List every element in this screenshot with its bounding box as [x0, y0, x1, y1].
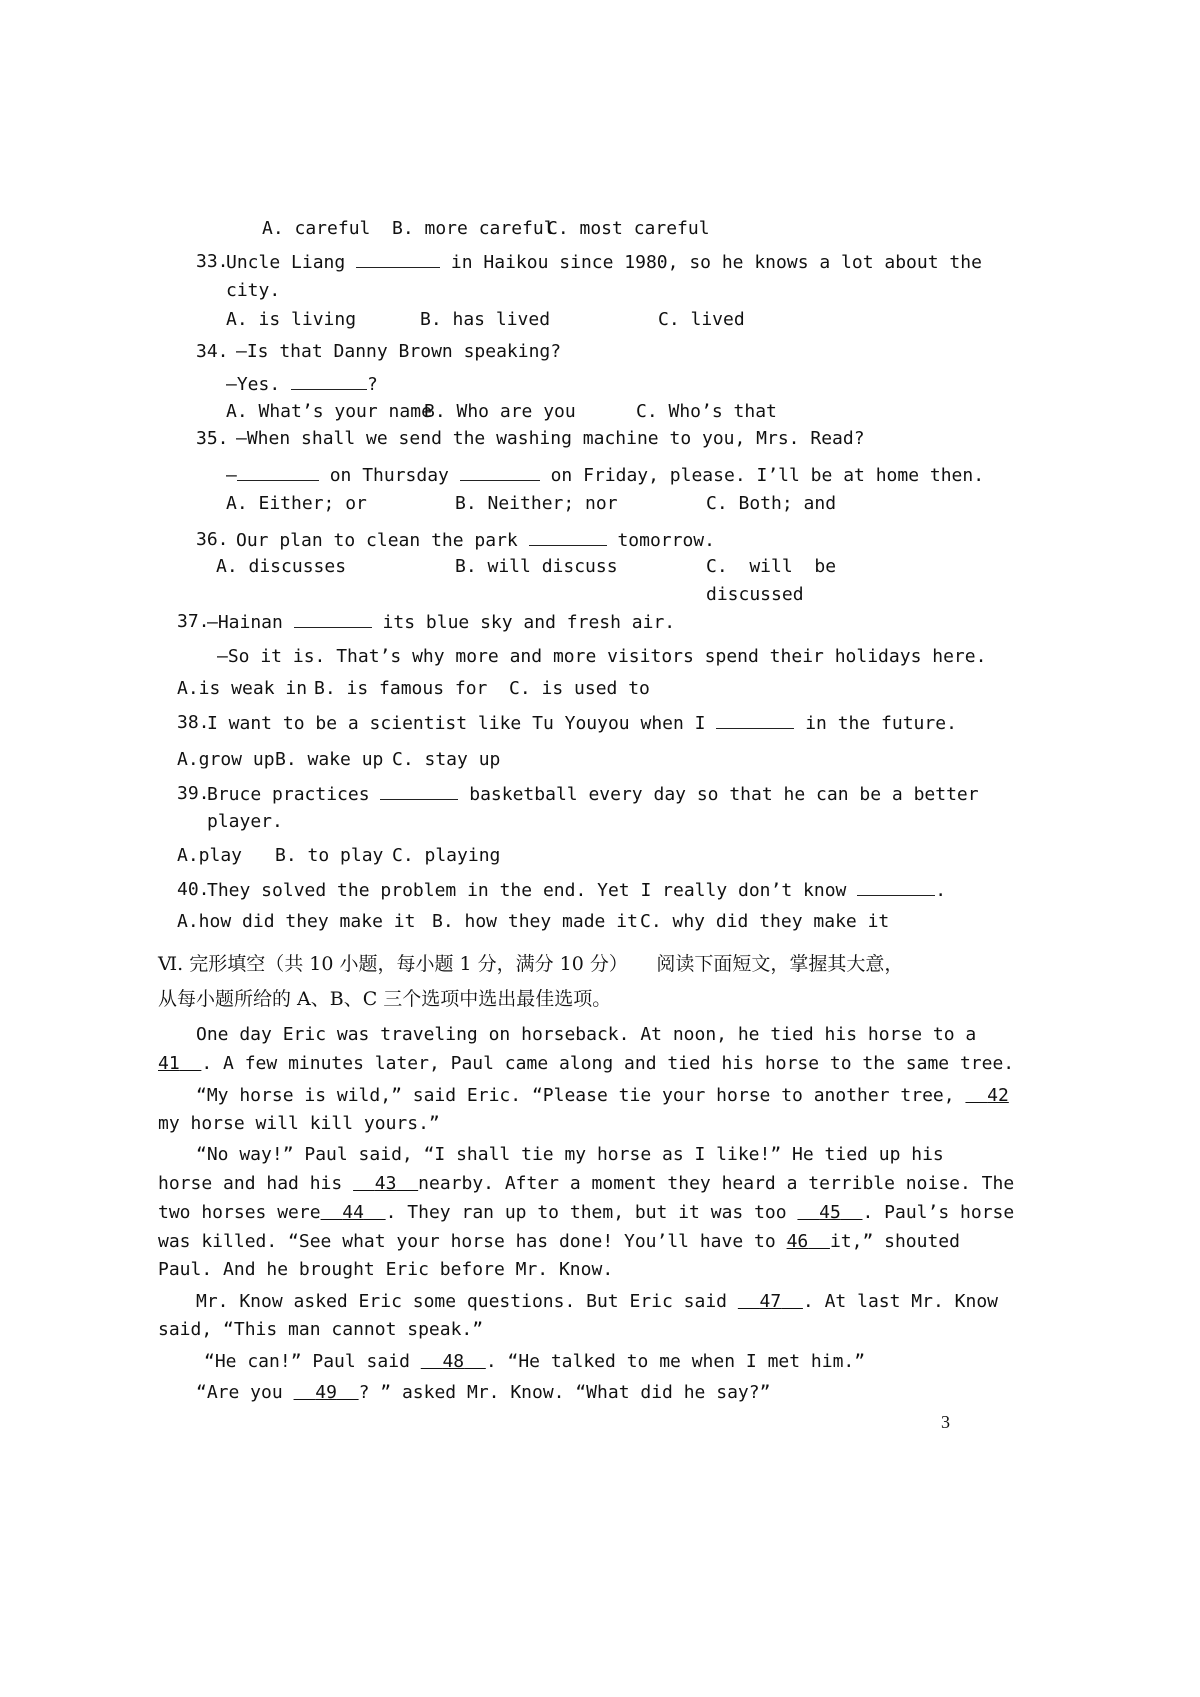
q37-line1: —Hainan its blue sky and fresh air. — [207, 612, 676, 633]
q38-stem: I want to be a scientist like Tu Youyou when I in the future. — [207, 713, 957, 734]
passage-line: was killed. “See what your horse has done! You’ll have to 46 it,” shouted — [158, 1231, 960, 1252]
q32-option-a: A. careful — [262, 218, 371, 239]
q39-option-a: A.play — [177, 845, 243, 866]
passage-line: “Are you 49 ? ” asked Mr. Know. “What did he say?” — [196, 1382, 771, 1403]
q40-option-c: C. why did they make it — [640, 911, 890, 932]
q33-stem: Uncle Liang in Haikou since 1980, so he knows a lot about the — [226, 252, 982, 273]
q36-option-c-cont: discussed — [706, 584, 804, 605]
q33-number: 33. — [196, 251, 229, 272]
blank-41: 41 — [158, 1053, 180, 1074]
passage-line: 41 . A few minutes later, Paul came along and tied his horse to the same tree. — [158, 1053, 1015, 1074]
passage-line: “No way!” Paul said, “I shall tie my horse as I like!” He tied up his — [196, 1144, 944, 1165]
q36-number: 36. — [196, 529, 229, 550]
answer-blank — [460, 464, 540, 481]
blank-45: 45 — [819, 1202, 841, 1223]
section-6-title: Ⅵ. 完形填空（共 10 小题，每小题 1 分，满分 10 分） 阅读下面短文，掌握其大意， — [158, 953, 904, 975]
q37-option-b: B. is famous for — [314, 678, 488, 699]
q33-option-b: B. has lived — [420, 309, 551, 330]
q38-option-c: C. stay up — [392, 749, 501, 770]
q38-number: 38. — [177, 712, 210, 733]
q39-number: 39. — [177, 783, 210, 804]
q36-option-c: C. will be — [706, 556, 837, 577]
answer-blank — [857, 879, 935, 896]
passage-line: “He can!” Paul said 48 . “He talked to me when I met him.” — [204, 1351, 866, 1372]
q37-line2: —So it is. That’s why more and more visitors spend their holidays here. — [217, 646, 987, 667]
passage-line: two horses were 44 . They ran up to them, but it was too 45 . Paul’s horse — [158, 1202, 1015, 1223]
answer-blank — [529, 529, 607, 546]
blank-49: 49 — [315, 1382, 337, 1403]
q38-option-b: B. wake up — [275, 749, 384, 770]
passage-line: horse and had his 43 nearby. After a moment they heard a terrible noise. The — [158, 1173, 1015, 1194]
q35-line2: — on Thursday on Friday, please. I’ll be at home then. — [226, 465, 985, 486]
passage-line: “My horse is wild,” said Eric. “Please tie your horse to another tree, 42 — [196, 1085, 1009, 1106]
section-6-instructions: 从每小题所给的 A、B、C 三个选项中选出最佳选项。 — [158, 988, 612, 1010]
passage-line: Mr. Know asked Eric some questions. But Eric said 47 . At last Mr. Know — [196, 1291, 998, 1312]
blank-43: 43 — [374, 1173, 397, 1194]
answer-blank — [380, 783, 458, 800]
q35-option-a: A. Either; or — [226, 493, 367, 514]
q35-option-b: B. Neither; nor — [455, 493, 618, 514]
q40-option-a: A.how did they make it — [177, 911, 416, 932]
q37-option-c: C. is used to — [509, 678, 650, 699]
q34-line2: —Yes. ? — [226, 374, 378, 395]
answer-blank — [291, 373, 367, 390]
q38-option-a: A.grow up — [177, 749, 275, 770]
q34-option-a: A. What’s your name — [226, 401, 432, 422]
answer-blank — [356, 251, 440, 268]
q39-option-c: C. playing — [392, 845, 501, 866]
blank-42: 42 — [987, 1085, 1009, 1106]
q33-stem-cont: city. — [226, 280, 281, 301]
q34-number: 34. — [196, 341, 229, 362]
passage-line: said, “This man cannot speak.” — [158, 1319, 484, 1340]
q37-option-a: A.is weak in — [177, 678, 308, 699]
q36-stem: Our plan to clean the park tomorrow. — [236, 530, 715, 551]
q32-option-b: B. more careful — [392, 218, 555, 239]
q39-stem: Bruce practices basketball every day so that he can be a better — [207, 784, 979, 805]
blank-44: 44 — [342, 1202, 364, 1223]
q40-option-b: B. how they made it — [432, 911, 638, 932]
passage-line: One day Eric was traveling on horseback. At noon, he tied his horse to a — [196, 1024, 977, 1045]
answer-blank — [294, 611, 372, 628]
q33-option-c: C. lived — [658, 309, 745, 330]
q40-number: 40. — [177, 879, 210, 900]
q40-stem: They solved the problem in the end. Yet I really don’t know . — [207, 880, 947, 901]
q32-option-c: C. most careful — [547, 218, 710, 239]
q35-number: 35. — [196, 428, 229, 449]
q37-number: 37. — [177, 611, 210, 632]
answer-blank — [716, 712, 794, 729]
q34-option-b: B. Who are you — [424, 401, 576, 422]
q35-option-c: C. Both; and — [706, 493, 837, 514]
q34-option-c: C. Who’s that — [636, 401, 777, 422]
q39-option-b: B. to play — [275, 845, 384, 866]
page-number: 3 — [941, 1412, 950, 1432]
q39-stem-cont: player. — [207, 811, 283, 832]
q34-line1: —Is that Danny Brown speaking? — [236, 341, 562, 362]
passage-line: Paul. And he brought Eric before Mr. Know. — [158, 1259, 614, 1280]
q36-option-b: B. will discuss — [455, 556, 618, 577]
q36-option-a: A. discusses — [216, 556, 347, 577]
passage-line: my horse will kill yours.” — [158, 1113, 440, 1134]
blank-48: 48 — [442, 1351, 465, 1372]
blank-47: 47 — [759, 1291, 782, 1312]
q33-option-a: A. is living — [226, 309, 357, 330]
q35-line1: —When shall we send the washing machine to you, Mrs. Read? — [236, 428, 865, 449]
answer-blank — [237, 464, 319, 481]
blank-46: 46 — [786, 1231, 809, 1252]
